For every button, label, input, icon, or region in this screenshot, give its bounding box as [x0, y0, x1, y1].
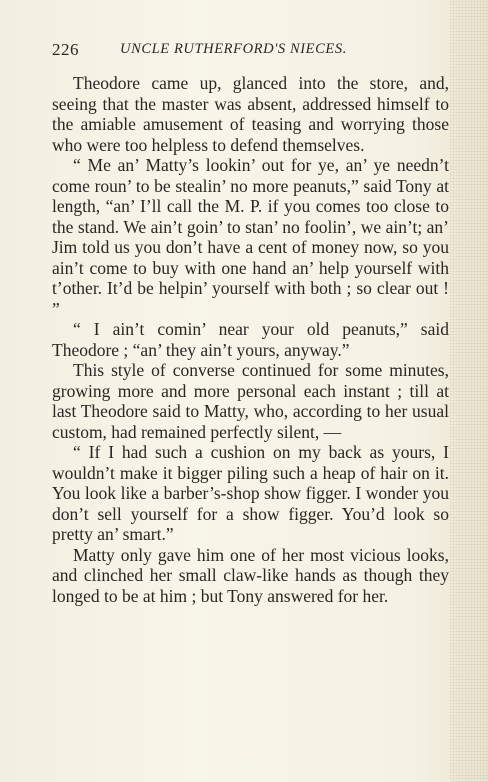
- page-edge: [450, 0, 488, 782]
- paragraph: Matty only gave him one of her most vicious looks, and clinched her small claw-like hands as though they longed to be at him ; but Tony answered for her.: [52, 544, 449, 606]
- paragraph: This style of converse continued for some minutes, growing more and more personal each instant ; till at last Theodore said to Matty, who, according to her usual custom, had remained perfectly silent, —: [52, 360, 449, 442]
- page-header: [52, 40, 452, 60]
- paragraph: “ If I had such a cushion on my back as yours, I wouldn’t make it bigger piling such a heap of hair on it. You look like a barber’s-shop show figger. I wonder you don’t sell yourself for a show figger. You’d look so pretty an’ smart.”: [52, 442, 449, 544]
- running-head: UNCLE RUTHERFORD'S NIECES.: [120, 41, 347, 57]
- paragraph: “ Me an’ Matty’s lookin’ out for ye, an’ ye needn’t come roun’ to be stealin’ no more peanuts,” said Tony at length, “an’ I’ll call the M. P. if you comes too close to the stand. We ain’t goin’ to stan’ no foolin’, we ain’t; an’ Jim told us you don’t have a cent of money now, so you ain’t come to buy with one hand an’ help yourself with t’other. It’d be helpin’ yourself with both ; so clear out ! ”: [52, 155, 449, 319]
- page-number: 226: [52, 40, 79, 59]
- paragraph: “ I ain’t comin’ near your old peanuts,” said Theodore ; “an’ they ain’t yours, anyway.”: [52, 319, 449, 360]
- paragraph: Theodore came up, glanced into the store, and, seeing that the master was absent, addressed himself to the amiable amusement of teasing and worrying those who were too helpless to defend themselves.: [52, 73, 449, 155]
- body-text: [52, 73, 449, 606]
